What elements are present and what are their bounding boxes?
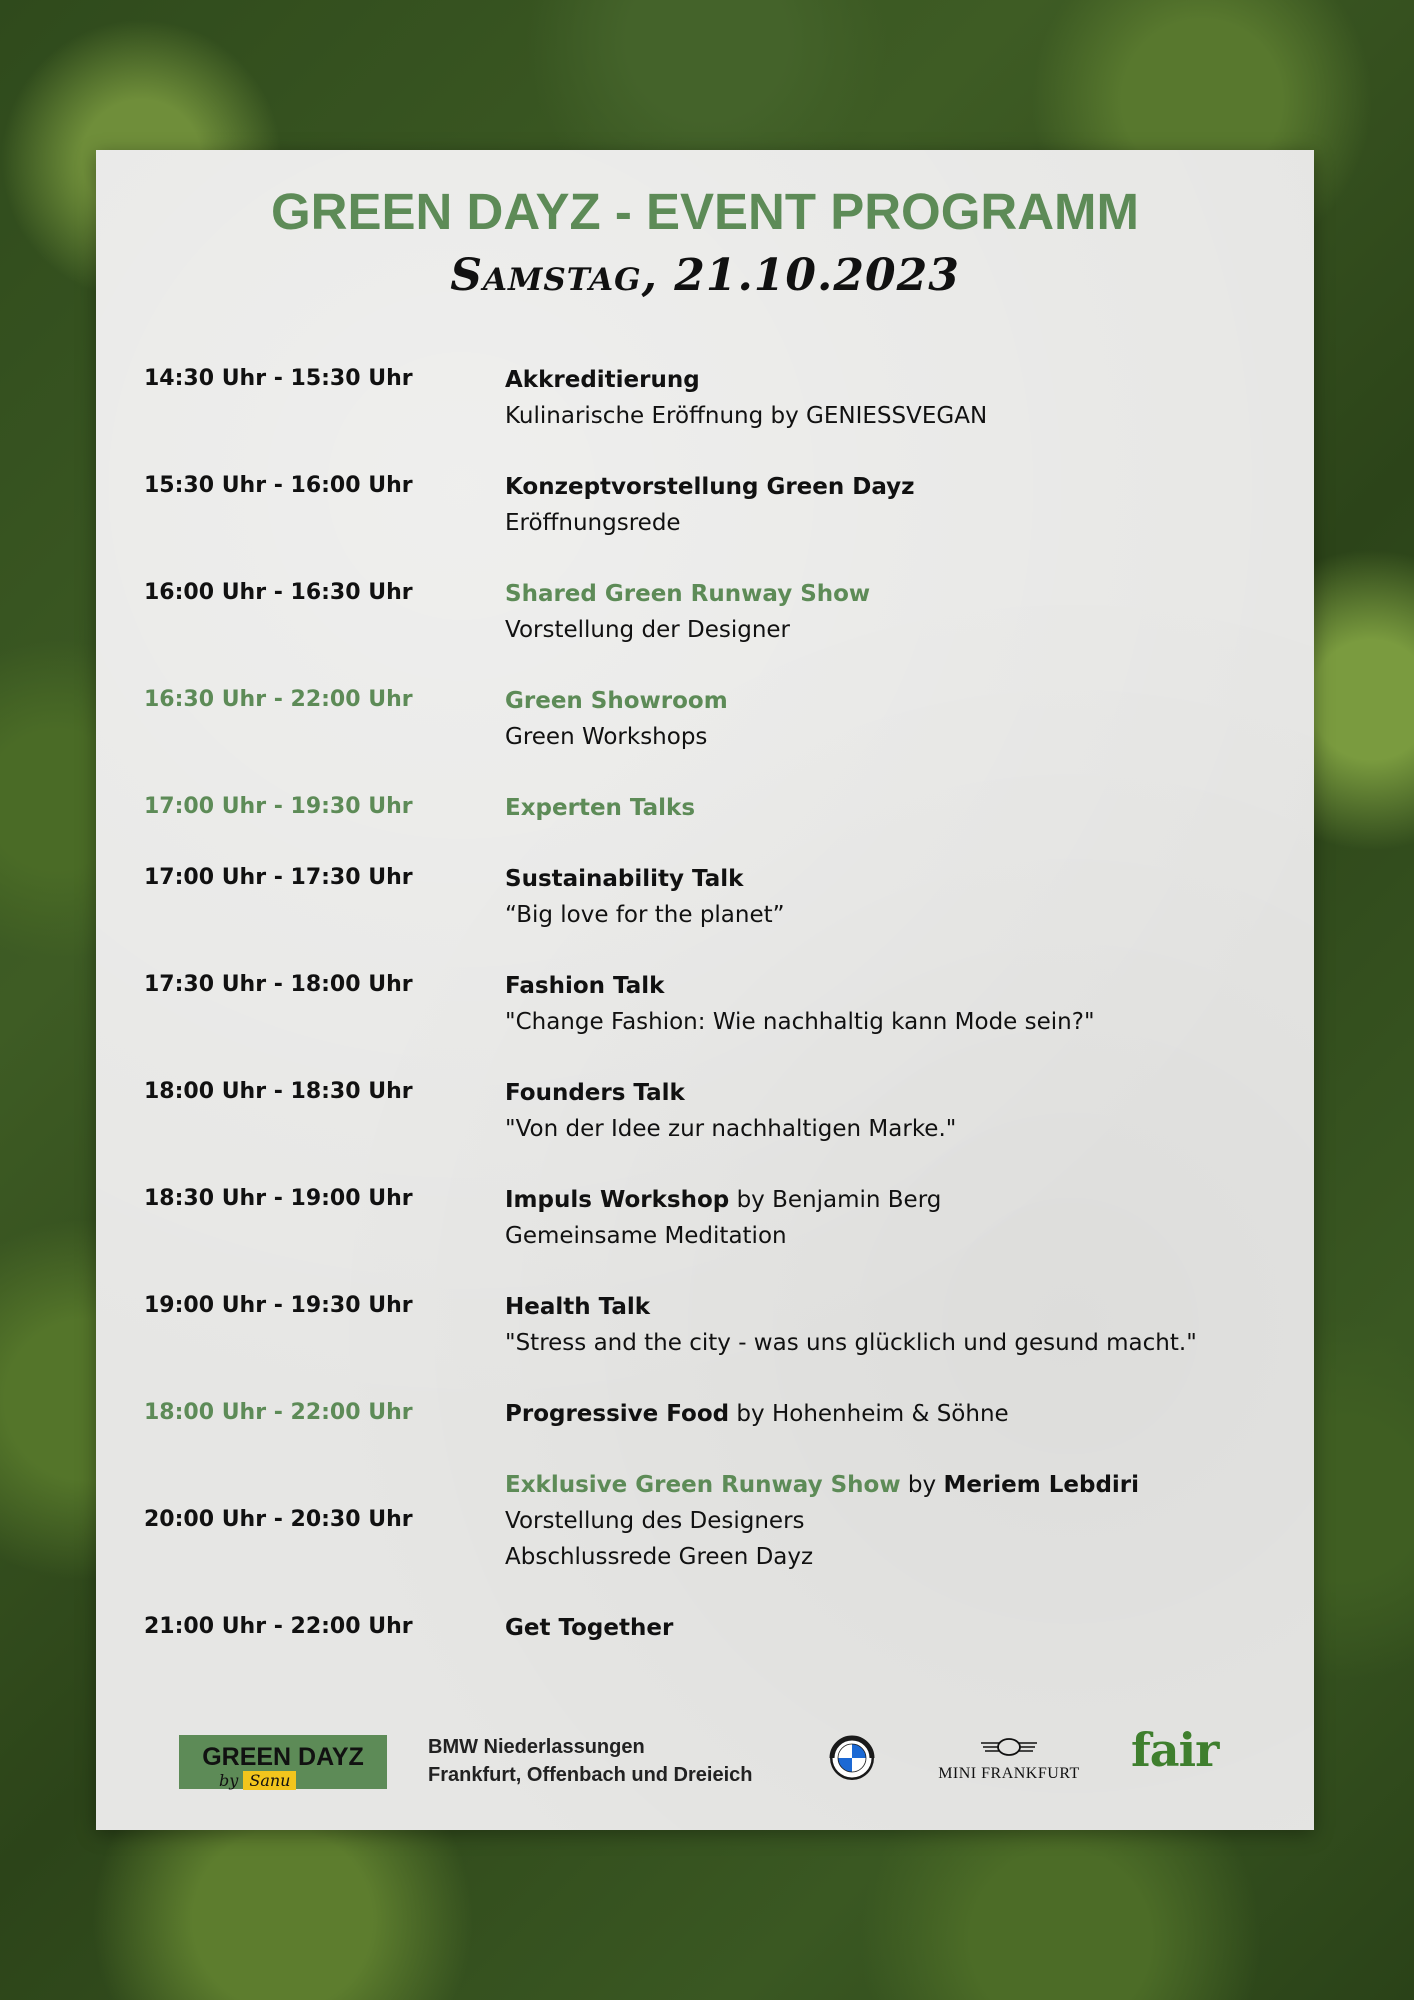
schedule-desc	[505, 790, 695, 826]
schedule-detail: Vorstellung der Designer	[505, 617, 791, 643]
schedule-title: Get Together	[505, 1615, 674, 1641]
mini-wings-icon	[979, 1731, 1039, 1761]
program-card	[96, 150, 1314, 1830]
schedule-time: 17:00 Uhr - 19:30 Uhr	[144, 794, 413, 819]
schedule-title-rest: by Hohenheim & Söhne	[729, 1401, 1009, 1427]
schedule-time: 20:00 Uhr - 20:30 Uhr	[144, 1507, 413, 1532]
schedule-time: 18:00 Uhr - 22:00 Uhr	[144, 1400, 413, 1425]
schedule-desc	[505, 469, 915, 541]
schedule-time: 17:30 Uhr - 18:00 Uhr	[144, 972, 413, 997]
schedule-detail: "Von der Idee zur nachhaltigen Marke."	[505, 1116, 957, 1142]
schedule-time: 14:30 Uhr - 15:30 Uhr	[144, 366, 413, 391]
green-dayz-logo-text: GREEN DAYZ	[202, 1743, 364, 1771]
schedule-detail: Abschlussrede Green Dayz	[505, 1544, 814, 1570]
schedule-title-bold: Meriem Lebdiri	[943, 1472, 1140, 1498]
schedule-title-bold: Progressive Food	[505, 1401, 730, 1427]
schedule-title	[505, 1467, 1139, 1503]
schedule-title: Konzeptvorstellung Green Dayz	[505, 474, 915, 500]
green-dayz-logo-sub	[219, 1771, 296, 1790]
schedule-detail: Eröffnungsrede	[505, 510, 681, 536]
green-dayz-signature: Sanu	[243, 1771, 296, 1790]
schedule-desc	[505, 861, 785, 933]
schedule-detail: Vorstellung des Designers	[505, 1508, 805, 1534]
schedule-desc	[505, 1396, 1009, 1432]
schedule-title: Green Showroom	[505, 688, 728, 714]
schedule-desc	[505, 1289, 1197, 1361]
schedule-title-rest: by Benjamin Berg	[729, 1187, 942, 1213]
schedule-detail: Green Workshops	[505, 724, 708, 750]
schedule-title-green: Exklusive Green Runway Show	[505, 1472, 901, 1498]
sponsor-footer	[96, 1715, 1314, 1795]
mini-frankfurt-logo	[924, 1729, 1094, 1789]
mini-frankfurt-text: MINI FRANKFURT	[938, 1765, 1080, 1782]
event-date: Samstag, 21.10.2023	[450, 250, 960, 301]
schedule-desc	[505, 362, 987, 434]
schedule-time: 21:00 Uhr - 22:00 Uhr	[144, 1614, 413, 1639]
schedule-desc	[505, 1182, 941, 1254]
schedule-title-bold: Impuls Workshop	[505, 1187, 730, 1213]
schedule-time: 19:00 Uhr - 19:30 Uhr	[144, 1293, 413, 1318]
schedule-desc	[505, 1467, 1139, 1575]
bmw-sponsor-text	[428, 1733, 752, 1789]
bmw-line-1: BMW Niederlassungen	[428, 1736, 645, 1758]
schedule-time: 16:00 Uhr - 16:30 Uhr	[144, 580, 413, 605]
schedule-desc	[505, 968, 1095, 1040]
schedule-detail: “Big love for the planet”	[505, 902, 785, 928]
schedule-detail: "Stress and the city - was uns glücklich und gesund macht."	[505, 1330, 1197, 1356]
schedule-detail: Kulinarische Eröffnung by GENIESSVEGAN	[505, 403, 988, 429]
schedule-detail: "Change Fashion: Wie nachhaltig kann Mode sein?"	[505, 1009, 1095, 1035]
bmw-roundel-icon	[829, 1735, 875, 1781]
schedule-desc	[505, 1075, 956, 1147]
schedule-title: Akkreditierung	[505, 367, 700, 393]
schedule-title: Sustainability Talk	[505, 866, 744, 892]
page-title: GREEN DAYZ - EVENT PROGRAMM	[270, 183, 1140, 240]
schedule-title-mid: by	[900, 1472, 944, 1498]
fair-logo: fair	[1131, 1723, 1219, 1777]
schedule-title	[505, 1396, 1009, 1432]
schedule-title: Fashion Talk	[505, 973, 665, 999]
schedule-desc	[505, 576, 870, 648]
schedule-title: Shared Green Runway Show	[505, 581, 871, 607]
schedule-time: 18:30 Uhr - 19:00 Uhr	[144, 1186, 413, 1211]
schedule-time: 15:30 Uhr - 16:00 Uhr	[144, 473, 413, 498]
schedule-time: 18:00 Uhr - 18:30 Uhr	[144, 1079, 413, 1104]
schedule-title	[505, 1182, 941, 1218]
green-dayz-by: by	[219, 1771, 239, 1790]
schedule-title: Experten Talks	[505, 795, 696, 821]
bmw-line-2: Frankfurt, Offenbach und Dreieich	[428, 1764, 753, 1786]
schedule-time: 17:00 Uhr - 17:30 Uhr	[144, 865, 413, 890]
schedule-desc	[505, 683, 728, 755]
schedule-detail: Gemeinsame Meditation	[505, 1223, 787, 1249]
schedule-title: Founders Talk	[505, 1080, 685, 1106]
schedule-title: Health Talk	[505, 1294, 651, 1320]
schedule-time: 16:30 Uhr - 22:00 Uhr	[144, 687, 413, 712]
schedule-desc	[505, 1610, 673, 1646]
green-dayz-logo	[179, 1735, 387, 1789]
